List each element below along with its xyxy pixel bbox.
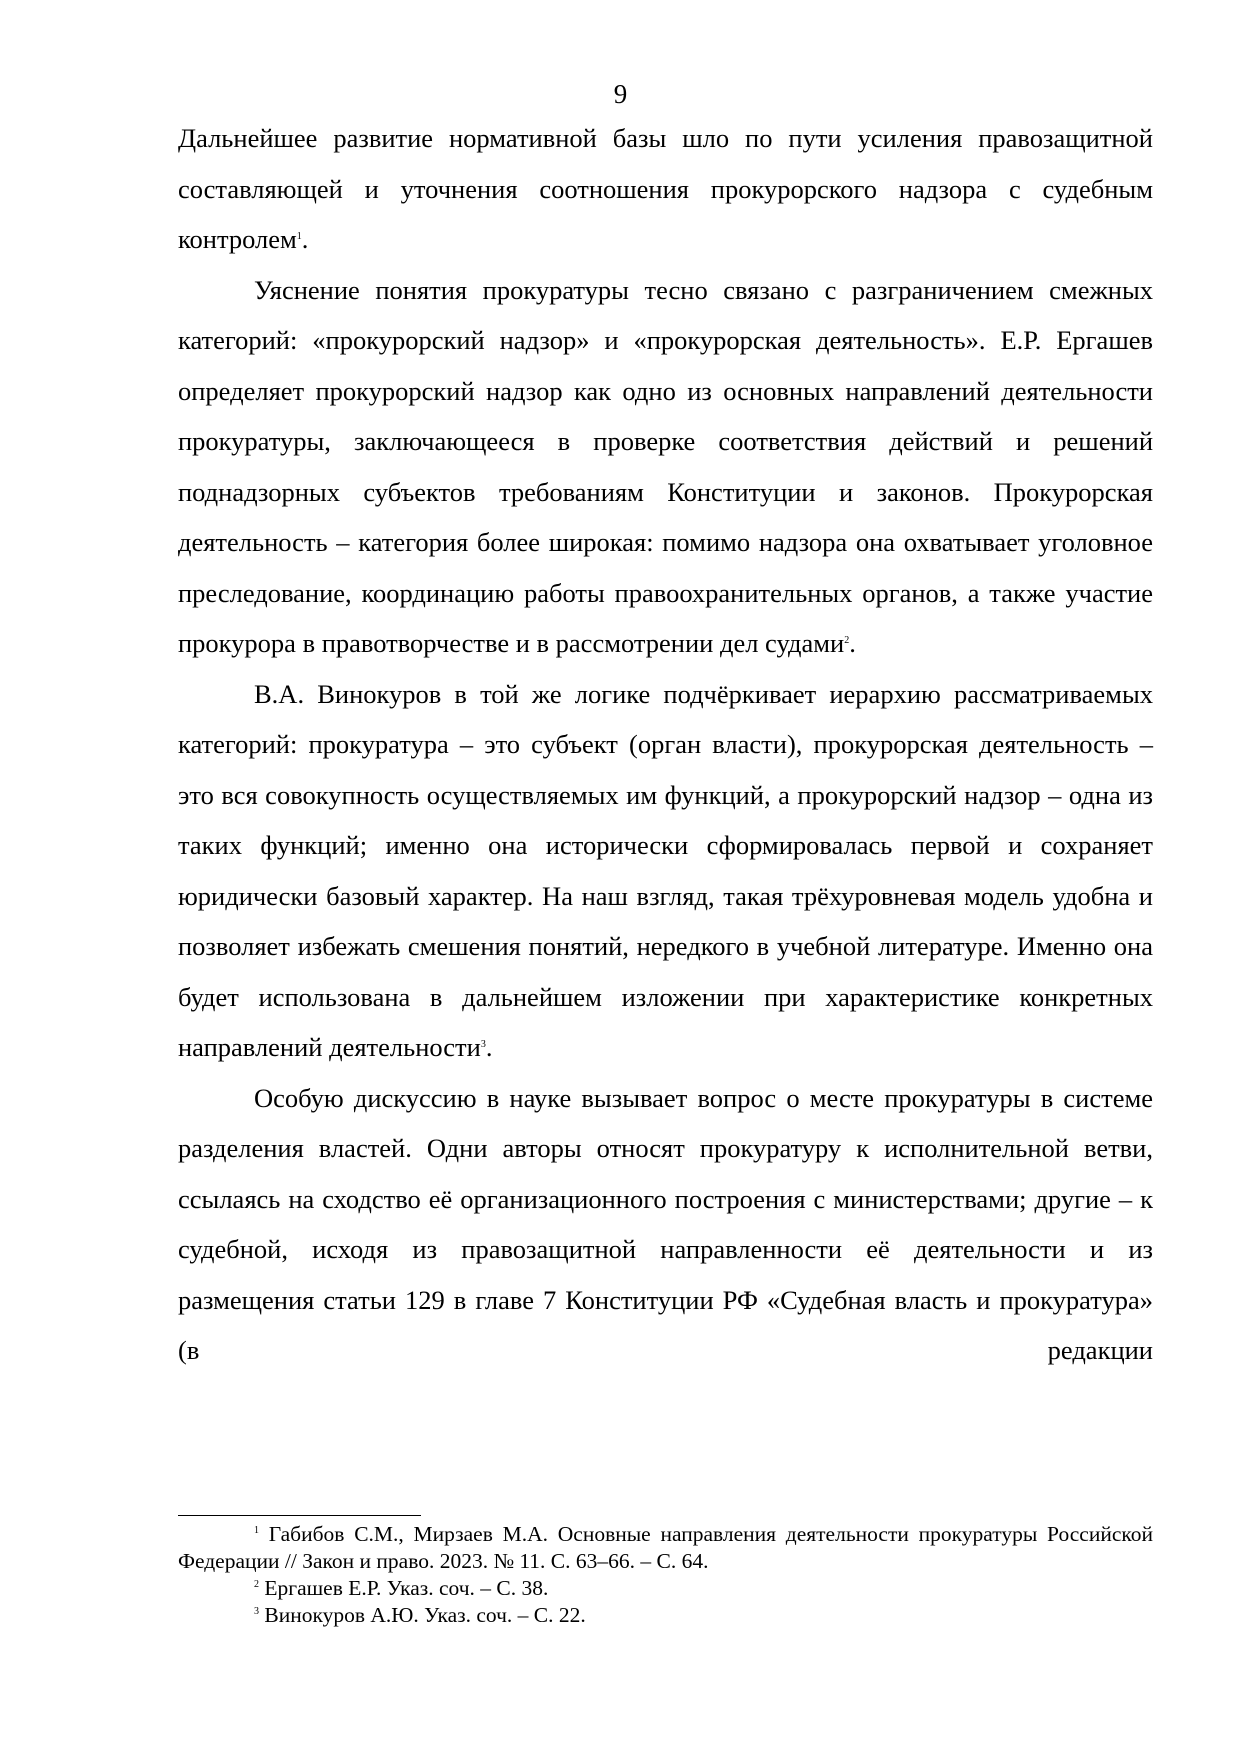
footnote-2 (178, 1575, 1153, 1602)
footnote-text: Габибов С.М., Мирзаев М.А. Основные направления деятельности прокуратуры Российской Федерации // Закон и право. 2023. № 11. С. 63–66. – С. 64. (178, 1522, 1153, 1573)
paragraph-1 (178, 113, 1153, 265)
paragraph-3 (178, 669, 1153, 1073)
footnote-text: Винокуров А.Ю. Указ. соч. – С. 22. (259, 1603, 586, 1627)
footnote-text: Ергашев Е.Р. Указ. соч. – С. 38. (259, 1576, 549, 1600)
paragraph-text: В.А. Винокуров в той же логике подчёркивает иерархию рассматриваемых категорий: прокуратура – это субъект (орган власти), прокурорская деятельность – это вся совокупность осуществляемых им функций, а прокурорский надзор – одна из таких функций; именно она исторически сформировалась первой и сохраняет юридически базовый характер. На наш взгляд, такая трёхуровневая модель удобна и позволяет избежать смешения понятий, нередкого в учебной литературе. Именно она будет использована в дальнейшем изложении при характеристике конкретных направлений деятельности (178, 678, 1153, 1062)
footnote-mark: 2 (254, 1579, 259, 1590)
body-text (178, 113, 1153, 1376)
paragraph-text: Дальнейшее развитие нормативной базы шло по пути усиления правозащитной составляющей и уточнения соотношения прокурорского надзора с судебным контролем (178, 123, 1153, 254)
paragraph-text: Уяснение понятия прокуратуры тесно связано с разграничением смежных категорий: «прокурорский надзор» и «прокурорская деятельность». Е.Р. Ергашев определяет прокурорский надзор как одно из основных направлений деятельности прокуратуры, заключающееся в проверке соответствия действий и решений поднадзорных субъектов требованиям Конституции и законов. Прокурорская деятельность – категория более широкая: помимо надзора она охватывает уголовное преследование, координацию работы правоохранительных органов, а также участие прокурора в правотворчестве и в рассмотрении дел судами (178, 274, 1153, 658)
paragraph-text: Особую дискуссию в науке вызывает вопрос о месте прокуратуры в системе разделения властей. Одни авторы относят прокуратуру к исполнительной ветви, ссылаясь на сходство её организационного построения с министерствами; другие – к судебной, исходя из правозащитной направленности её деятельности и из размещения статьи 129 в главе 7 Конституции РФ «Судебная власть и прокуратура» (в редакции (178, 1082, 1153, 1365)
paragraph-end-punct: . (849, 628, 856, 658)
footnote-3 (178, 1602, 1153, 1629)
footnote-mark: 1 (254, 1525, 259, 1536)
paragraph-end-punct: . (301, 224, 309, 254)
footnote-reference-3[interactable]: 3 (480, 1039, 486, 1050)
footnote-mark: 3 (254, 1606, 259, 1617)
footnotes (178, 1521, 1153, 1629)
footnote-1 (178, 1521, 1153, 1575)
page-number: 9 (613, 79, 628, 109)
footnote-reference-1[interactable]: 1 (296, 231, 302, 242)
paragraph-4 (178, 1073, 1153, 1376)
footnote-reference-2[interactable]: 2 (844, 635, 850, 646)
paragraph-2 (178, 265, 1153, 669)
paragraph-end-punct: . (485, 1032, 493, 1062)
footnote-separator (178, 1515, 421, 1516)
